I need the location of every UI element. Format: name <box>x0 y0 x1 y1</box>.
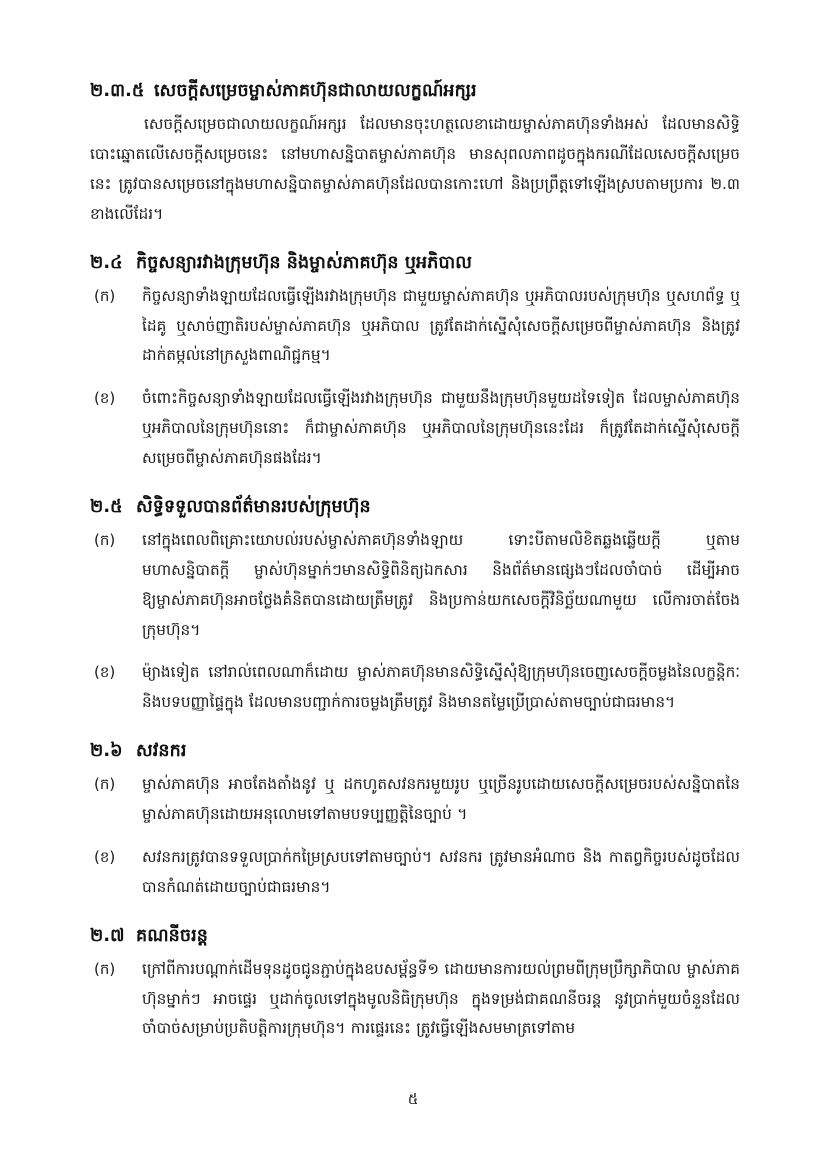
paragraph-text: សវនករត្រូវបានទទួលប្រាក់កម្រៃស្របទៅតាមច្បាប់។ សវនករ ត្រូវមានអំណាច និង កាតព្វកិច្ចរបស់ដូចដែលបានកំណត់ដោយច្បាប់ជាធរមាន។ <box>142 847 740 896</box>
paragraph-marker: (ខ) <box>94 389 116 408</box>
page-footer <box>0 1089 826 1112</box>
section-title: គណនីចរន្ត <box>136 925 208 946</box>
section-title: កិច្ចសន្យារវាងក្រុមហ៊ុន និងម្ចាស់ភាគហ៊ុន ឬអភិបាល <box>136 252 472 273</box>
paragraph-text: ក្រៅពីការបណ្តាក់ដើមទុនដូចជូនភ្ជាប់ក្នុងឧបសម្ព័ន្ធទី១ ដោយមានការយល់ព្រមពីក្រុមប្រឹក្សាភិបាល ម្ចាស់ភាគហ៊ុនម្នាក់ៗ អាចផ្ទេរ ឬដាក់ចូលទៅក្នុងមូលនិធិក្រុមហ៊ុន ក្នុងទម្រង់ជាគណនីចរន្ត នូវប្រាក់មួយចំនួនដែលចាំបាច់សម្រាប់ប្រតិបត្តិការក្រុមហ៊ុន។ ការផ្ទេរនេះ ត្រូវធ្វើឡើងសមមាត្រទៅតាម <box>142 959 740 1038</box>
section-number: ២.៤ <box>90 252 123 273</box>
paragraph <box>90 384 740 473</box>
section-heading-2-7 <box>90 923 740 949</box>
section-heading-2-4 <box>90 250 740 276</box>
paragraph-marker: (ក) <box>94 775 116 794</box>
section-2-6 <box>90 738 740 903</box>
paragraph-text: ម្ចាស់ភាគហ៊ុន អាចតែងតាំងនូវ ឬ ដកហូតសវនករមួយរូប ឬច្រើនរូបដោយសេចក្តីសម្រេចរបស់សន្និបាតនៃម្ចាស់ភាគហ៊ុនដោយអនុលោមទៅតាមបទប្បញ្ញត្តិនៃច្បាប់ ។ <box>142 775 740 824</box>
paragraph-text: ចំពោះកិច្ចសន្យាទាំងឡាយដែលធ្វើឡើងរវាងក្រុមហ៊ុន ជាមួយនឹងក្រុមហ៊ុនមួយដទៃទៀត ដែលម្ចាស់ភាគហ៊ុន ឬអភិបាលនៃក្រុមហ៊ុននោះ ក៏ជាម្ចាស់ភាគហ៊ុន ឬអភិបាលនៃក្រុមហ៊ុននេះដែរ ក៏ត្រូវតែដាក់ស្នើសុំសេចក្តីសម្រេចពីម្ចាស់ភាគហ៊ុនផងដែរ។ <box>142 389 740 467</box>
section-2-7 <box>90 923 740 1045</box>
paragraph <box>90 955 740 1044</box>
section-number: ២.៥ <box>90 496 123 517</box>
paragraph-text: ម៉្យាងទៀត នៅរាល់ពេលណាក៏ដោយ ម្ចាស់ភាគហ៊ុនមានសិទ្ធិស្នើសុំឱ្យក្រុមហ៊ុនចេញសេចក្តីចម្លងនៃលក្ខន្តិកៈ និងបទបញ្ញាផ្ទៃក្នុង ដែលមានបញ្ជាក់ការចម្លងត្រឹមត្រូវ និងមានតម្លៃប្រើប្រាស់តាមច្បាប់ជាធរមាន។ <box>142 663 740 712</box>
paragraph-marker: (ខ) <box>94 847 116 866</box>
section-title: សិទ្ធិទទួលបានព័ត៌មានរបស់ក្រុមហ៊ុន <box>136 496 371 517</box>
paragraph <box>90 282 740 371</box>
section-number: ២.៣.៥ <box>90 81 145 101</box>
section-number: ២.៦ <box>90 741 123 761</box>
document-body <box>90 78 740 1044</box>
paragraph-marker: (ក) <box>94 959 116 978</box>
paragraph-marker: (ក) <box>94 286 116 305</box>
section-title: សវនករ <box>136 741 187 761</box>
page-number: ៥ <box>407 1090 419 1108</box>
section-number: ២.៧ <box>90 925 125 946</box>
section-heading-2-6 <box>90 738 740 764</box>
paragraph <box>90 843 740 903</box>
section-2-4 <box>90 250 740 474</box>
paragraph <box>90 658 740 718</box>
paragraph-text: សេចក្តីសម្រេចជាលាយលក្ខណ៍អក្សរ ដែលមានចុះហត្ថលេខាដោយម្ចាស់ភាគហ៊ុនទាំងអស់ ដែលមានសិទ្ធិបោះឆ្នោតលើសេចក្តីសម្រេចនេះ នៅមហាសន្និបាតម្ចាស់ភាគហ៊ុន មានសុពលភាពដូចក្នុងករណីដែលសេចក្តីសម្រេចនេះ ត្រូវបានសម្រេចនៅក្នុងមហាសន្និបាតម្ចាស់ភាគហ៊ុនដែលបានកោះហៅ និងប្រព្រឹត្តទៅឡើងស្របតាមប្រការ ២.៣ ខាងលើដែរ។ <box>90 115 740 223</box>
paragraph-marker: (ខ) <box>94 663 116 682</box>
section-title: សេចក្តីសម្រេចម្ចាស់ភាគហ៊ុនជាលាយលក្ខណ៍អក្សរ <box>154 81 477 101</box>
paragraph-text: កិច្ចសន្យាទាំងឡាយដែលធ្វើឡើងរវាងក្រុមហ៊ុន ជាមួយម្ចាស់ភាគហ៊ុន ឬអភិបាលរបស់ក្រុមហ៊ុន ឬសហព័ទ្ធ ឬដៃគូ ឬសាច់ញាតិរបស់ម្ចាស់ភាគហ៊ុន ឬអភិបាល ត្រូវតែដាក់ស្នើសុំសេចក្តីសម្រេចពីម្ចាស់ភាគហ៊ុន និងត្រូវដាក់តម្កល់នៅក្រសួងពាណិជ្ជកម្ម។ <box>142 286 740 365</box>
section-heading-2-5 <box>90 494 740 520</box>
paragraph <box>90 110 740 229</box>
section-2-3-5 <box>90 78 740 230</box>
section-heading-2-3-5 <box>90 78 740 104</box>
paragraph-text: នៅក្នុងពេលពិគ្រោះយោបល់របស់ម្ចាស់ភាគហ៊ុនទាំងឡាយ ទោះបីតាមលិខិតឆ្លងឆ្លើយក្តី ឬតាមមហាសន្និបាតក្តី ម្ចាស់ហ៊ុនម្នាក់ៗមានសិទ្ធិពិនិត្យឯកសារ និងព័ត៌មានផ្សេងៗដែលចាំបាច់ ដើម្បីអាចឱ្យម្ចាស់ភាគហ៊ុនអាចថ្លែងគំនិតបានដោយត្រឹមត្រូវ និងប្រកាន់យកសេចក្តីវិនិច្ឆ័យណាមួយ លើការចាត់ចែងក្រុមហ៊ុន។ <box>142 531 740 639</box>
paragraph <box>90 526 740 645</box>
paragraph-marker: (ក) <box>94 531 116 550</box>
paragraph <box>90 770 740 830</box>
section-2-5 <box>90 494 740 718</box>
